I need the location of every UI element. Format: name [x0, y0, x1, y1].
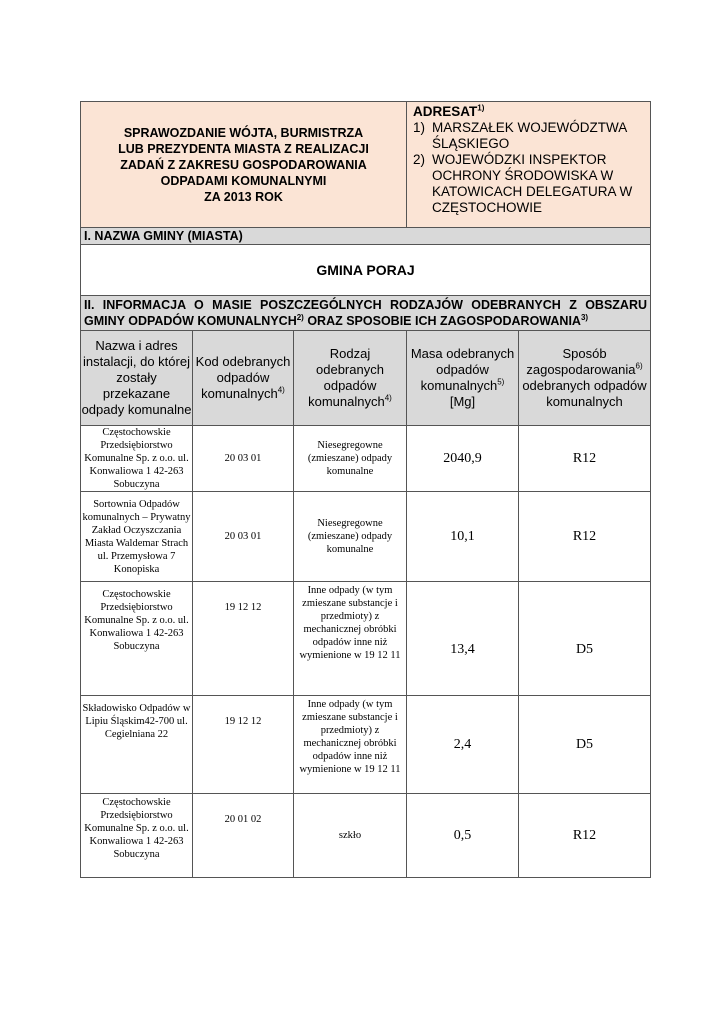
title-line: ODPADAMI KOMUNALNYMI: [160, 173, 327, 188]
addressee-heading: ADRESAT$^{1)}$: [413, 103, 485, 119]
column-header-type: Rodzaj odebranych odpadów komunalnych$^{4)}$: [294, 331, 407, 426]
section-1-label: I. NAZWA GMINY (MIASTA): [81, 228, 651, 245]
code-cell: 20 03 01: [193, 492, 294, 582]
gmina-name: GMINA PORAJ: [81, 245, 651, 296]
type-cell: Inne odpady (w tym zmieszane substancje i przedmioty) z mechanicznej obróbki odpadów inne niż wymienione w 19 12 11: [294, 696, 407, 794]
type-cell: Inne odpady (w tym zmieszane substancje i przedmioty) z mechanicznej obróbki odpadów inne niż wymienione w 19 12 11: [294, 582, 407, 696]
type-cell: Niesegregowne (zmieszane) odpady komunalne: [294, 492, 407, 582]
table-row: [81, 426, 651, 492]
installation-cell: Częstochowskie Przedsiębiorstwo Komunalne Sp. z o.o. ul. Konwaliowa 1 42-263 Sobuczyna: [81, 582, 193, 696]
title-line: ZADAŃ Z ZAKRESU GOSPODAROWANIA: [120, 157, 367, 172]
mass-cell: 2040,9: [407, 426, 519, 492]
installation-cell: Składowisko Odpadów w Lipiu Śląskim42-700 ul. Cegielniana 22: [81, 696, 193, 794]
method-cell: R12: [519, 492, 651, 582]
report-title: [81, 102, 407, 228]
code-cell: 19 12 12: [193, 696, 294, 794]
addressee-item: 1) MARSZAŁEK WOJEWÓDZTWA ŚLĄSKIEGO: [413, 120, 627, 151]
title-line: ZA 2013 ROK: [204, 189, 283, 204]
method-cell: R12: [519, 794, 651, 878]
addressee-item: 2) WOJEWÓDZKI INSPEKTOR OCHRONY ŚRODOWISKA W KATOWICACH DELEGATURA W CZĘSTOCHOWIE: [413, 152, 633, 215]
code-cell: 20 03 01: [193, 426, 294, 492]
mass-cell: 10,1: [407, 492, 519, 582]
title-line: LUB PREZYDENTA MIASTA Z REALIZACJI: [118, 141, 369, 156]
installation-cell: Sortownia Odpadów komunalnych – Prywatny Zakład Oczyszczania Miasta Waldemar Strach ul. Przemysłowa 7 Konopiska: [81, 492, 193, 582]
title-line: SPRAWOZDANIE WÓJTA, BURMISTRZA: [123, 125, 364, 140]
method-cell: D5: [519, 582, 651, 696]
mass-cell: 2,4: [407, 696, 519, 794]
type-cell: szkło: [294, 794, 407, 878]
mass-cell: 13,4: [407, 582, 519, 696]
code-cell: 19 12 12: [193, 582, 294, 696]
table-row: [81, 696, 651, 794]
column-header-code: Kod odebranych odpadów komunalnych$^{4)}$: [193, 331, 294, 426]
mass-cell: 0,5: [407, 794, 519, 878]
column-header-mass: Masa odebranych odpadów komunalnych$^{5)}$ [Mg]: [407, 331, 519, 426]
code-cell: 20 01 02: [193, 794, 294, 878]
table-row: [81, 794, 651, 878]
column-header-method: Sposób zagospodarowania$^{6)}$ odebranych odpadów komunalnych: [519, 331, 651, 426]
addressee-block: [407, 102, 651, 228]
method-cell: D5: [519, 696, 651, 794]
column-header-installation: Nazwa i adres instalacji, do której zostały przekazane odpady komunalne: [81, 331, 193, 426]
installation-cell: Częstochowskie Przedsiębiorstwo Komunalne Sp. z o.o. ul. Konwaliowa 1 42-263 Sobuczyna: [81, 426, 193, 492]
section-2-label: II. INFORMACJA O MASIE POSZCZEGÓLNYCH RODZAJÓW ODEBRANYCH Z OBSZARU GMINY ODPADÓW KOMUNALNYCH$^{2)}$ ORAZ SPOSOBIE ICH ZAGOSPODAROWANIA$^{3)}$: [81, 296, 651, 331]
type-cell: Niesegregowne (zmieszane) odpady komunalne: [294, 426, 407, 492]
report-table: [80, 101, 651, 878]
method-cell: R12: [519, 426, 651, 492]
table-row: [81, 492, 651, 582]
installation-cell: Częstochowskie Przedsiębiorstwo Komunalne Sp. z o.o. ul. Konwaliowa 1 42-263 Sobuczyna: [81, 794, 193, 878]
table-row: [81, 582, 651, 696]
